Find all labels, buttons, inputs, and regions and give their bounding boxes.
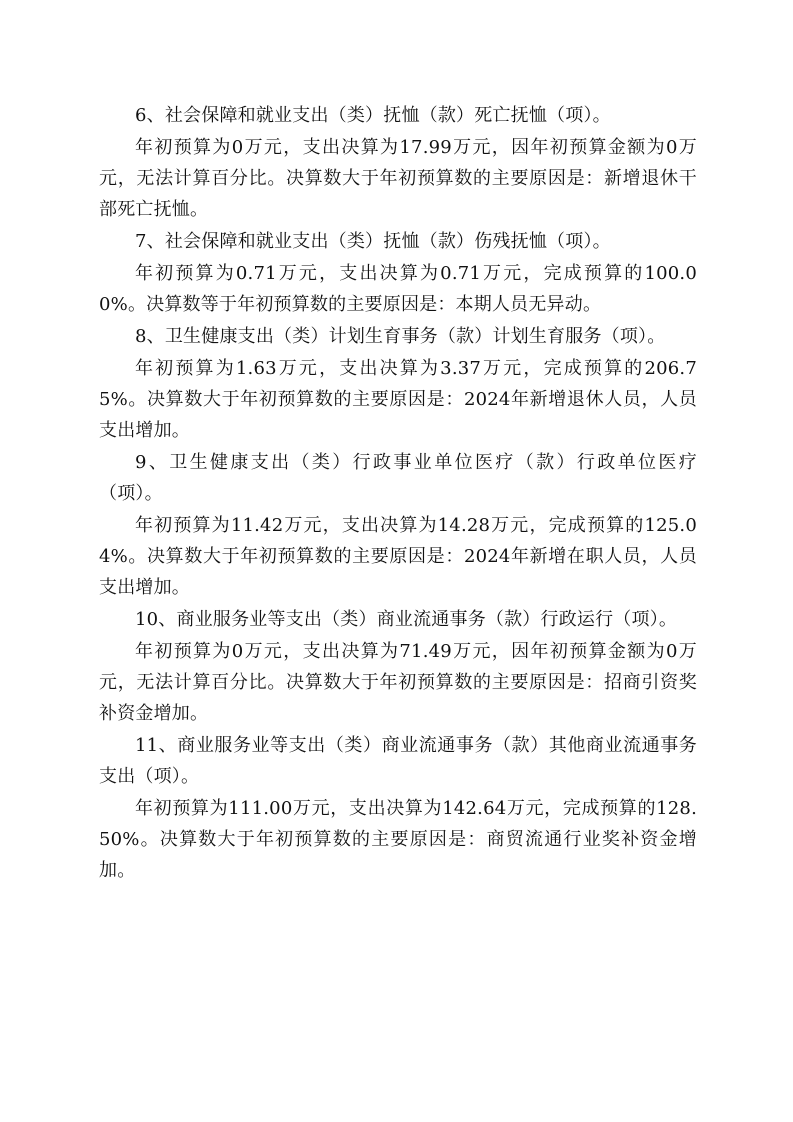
item-6-text: 年初预算为0万元，支出决算为17.99万元，因年初预算金额为0万元，无法计算百分比。决算数大于年初预算数的主要原因是：新增退休干部死亡抚恤。 xyxy=(99,137,697,220)
item-6-heading: 6、社会保障和就业支出（类）抚恤（款）死亡抚恤（项）。 xyxy=(135,105,611,126)
item-10-heading: 10、商业服务业等支出（类）商业流通事务（款）行政运行（项）。 xyxy=(135,609,678,630)
item-11-text: 年初预算为111.00万元，支出决算为142.64万元，完成预算的128.50%。决算数大于年初预算数的主要原因是：商贸流通行业奖补资金增加。 xyxy=(99,798,697,881)
item-9-text: 年初预算为11.42万元，支出决算为14.28万元，完成预算的125.04%。决算数大于年初预算数的主要原因是：2024年新增在职人员，人员支出增加。 xyxy=(99,515,697,598)
item-10-text: 年初预算为0万元，支出决算为71.49万元，因年初预算金额为0万元，无法计算百分比。决算数大于年初预算数的主要原因是：招商引资奖补资金增加。 xyxy=(99,641,697,724)
item-11-heading: 11、商业服务业等支出（类）商业流通事务（款）其他商业流通事务支出（项）。 xyxy=(99,735,697,787)
item-7-heading: 7、社会保障和就业支出（类）抚恤（款）伤残抚恤（项）。 xyxy=(135,231,611,252)
item-7-text: 年初预算为0.71万元，支出决算为0.71万元，完成预算的100.00%。决算数等于年初预算数的主要原因是：本期人员无异动。 xyxy=(99,263,697,315)
item-8-heading: 8、卫生健康支出（类）计划生育事务（款）计划生育服务（项）。 xyxy=(135,326,666,347)
document-body xyxy=(99,100,697,887)
item-9-heading: 9、卫生健康支出（类）行政事业单位医疗（款）行政单位医疗（项）。 xyxy=(99,452,697,504)
item-8-text: 年初预算为1.63万元，支出决算为3.37万元，完成预算的206.75%。决算数大于年初预算数的主要原因是：2024年新增退休人员，人员支出增加。 xyxy=(99,358,697,441)
